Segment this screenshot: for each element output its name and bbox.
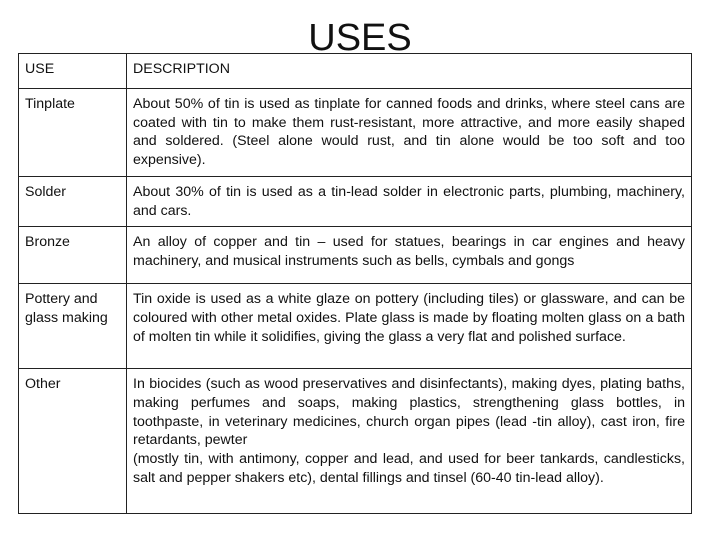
uses-table bbox=[18, 53, 692, 514]
table-row bbox=[19, 227, 692, 284]
use-cell: Tinplate bbox=[19, 89, 127, 177]
use-cell: Pottery and glass making bbox=[19, 284, 127, 369]
description-cell: About 50% of tin is used as tinplate for canned foods and drinks, where steel cans are coated with tin to make them rust-resistant, more attractive, and more easily shaped and soldered. (Steel alone would rust, and tin alone would be too soft and too expensive). bbox=[127, 89, 692, 177]
use-cell: Other bbox=[19, 369, 127, 514]
table-row bbox=[19, 176, 692, 226]
description-paragraph: In biocides (such as wood preservatives and disinfectants), making dyes, plating baths, making perfumes and soaps, making plastics, strengthening glass bottles, in toothpaste, in veterinary medicines, church organ pipes (lead -tin alloy), cast iron, fire retardants, pewter bbox=[133, 376, 685, 449]
table-row bbox=[19, 284, 692, 369]
description-cell bbox=[127, 369, 692, 514]
use-cell: Bronze bbox=[19, 227, 127, 284]
description-cell: An alloy of copper and tin – used for statues, bearings in car engines and heavy machinery, and musical instruments such as bells, cymbals and gongs bbox=[127, 227, 692, 284]
table-row bbox=[19, 89, 692, 177]
use-cell: Solder bbox=[19, 176, 127, 226]
description-cell: Tin oxide is used as a white glaze on pottery (including tiles) or glassware, and can be coloured with other metal oxides. Plate glass is made by floating molten glass on a bath of molten tin while it solidifies, giving the glass a very flat and polished surface. bbox=[127, 284, 692, 369]
table-row bbox=[19, 369, 692, 514]
description-paragraph-continued: (mostly tin, with antimony, copper and lead, and used for beer tankards, candlesticks, salt and pepper shakers etc), dental fillings and tinsel (60-40 tin-lead alloy). bbox=[133, 451, 685, 486]
slide-title: USES bbox=[308, 17, 412, 59]
column-header-description: DESCRIPTION bbox=[127, 54, 692, 89]
description-cell: About 30% of tin is used as a tin-lead solder in electronic parts, plumbing, machinery, and cars. bbox=[127, 176, 692, 226]
column-header-use: USE bbox=[19, 54, 127, 89]
